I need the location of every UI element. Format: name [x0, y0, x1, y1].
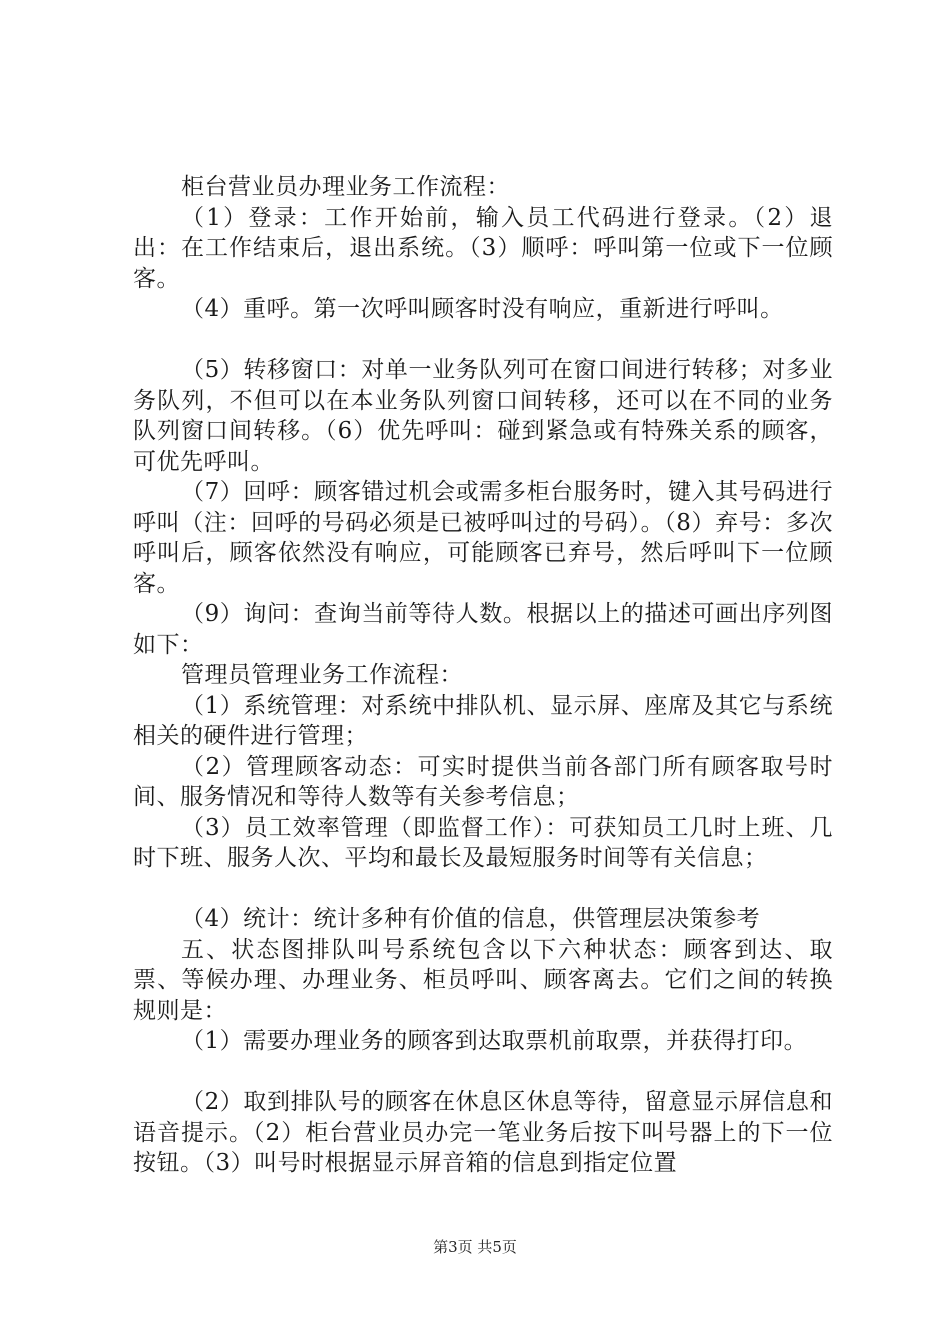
paragraph-system-management: （1）系统管理：对系统中排队机、显示屏、座席及其它与系统相关的硬件进行管理； [133, 692, 833, 749]
document-body [133, 172, 833, 1179]
paragraph-wait-and-call: （2）取到排队号的顾客在休息区休息等待，留意显示屏信息和语音提示。（2）柜台营业员办完一笔业务后按下叫号器上的下一位按钮。（3）叫号时根据显示屏音箱的信息到指定位置 [133, 1089, 833, 1176]
paragraph-take-ticket: （1）需要办理业务的顾客到达取票机前取票，并获得打印。 [181, 1028, 808, 1054]
paragraph-counter-workflow-heading: 柜台营业员办理业务工作流程： [181, 174, 510, 200]
paragraph-spacer [133, 325, 833, 356]
paragraph-spacer [133, 1057, 833, 1088]
paragraph-inquiry: （9）询问：查询当前等待人数。根据以上的描述可画出序列图如下： [133, 601, 833, 658]
paragraph-transfer-window: （5）转移窗口：对单一业务队列可在窗口间进行转移；对多业务队列，不但可以在本业务队列窗口间转移，还可以在不同的业务队列窗口间转移。（6）优先呼叫：碰到紧急或有特殊关系的顾客，可优先呼叫。 [133, 357, 833, 475]
paragraph-admin-workflow-heading: 管理员管理业务工作流程： [181, 662, 463, 688]
paragraph-staff-efficiency: （3）员工效率管理（即监督工作）：可获知员工几时上班、几时下班、服务人次、平均和最长及最短服务时间等有关信息； [133, 814, 833, 871]
paragraph-state-diagram: 五、状态图排队叫号系统包含以下六种状态：顾客到达、取票、等候办理、办理业务、柜员呼叫、顾客离去。它们之间的转换规则是： [133, 936, 833, 1024]
paragraph-spacer [133, 874, 833, 905]
paragraph-customer-dynamics: （2）管理顾客动态：可实时提供当前各部门所有顾客取号时间、服务情况和等待人数等有关参考信息； [133, 753, 833, 810]
page-number-footer: 第3页 共5页 [433, 1238, 517, 1256]
paragraph-callback-abandon: （7）回呼：顾客错过机会或需多柜台服务时，键入其号码进行呼叫（注：回呼的号码必须是已被呼叫过的号码）。（8）弃号：多次呼叫后，顾客依然没有响应，可能顾客已弃号，然后呼叫下一位顾客。 [133, 479, 833, 597]
paragraph-statistics: （4）统计：统计多种有价值的信息，供管理层决策参考 [181, 906, 761, 932]
paragraph-login-logout-call: （1）登录：工作开始前，输入员工代码进行登录。（2）退出：在工作结束后，退出系统。（3）顺呼：呼叫第一位或下一位顾客。 [133, 204, 833, 292]
paragraph-recall: （4）重呼。第一次呼叫顾客时没有响应，重新进行呼叫。 [181, 296, 784, 322]
